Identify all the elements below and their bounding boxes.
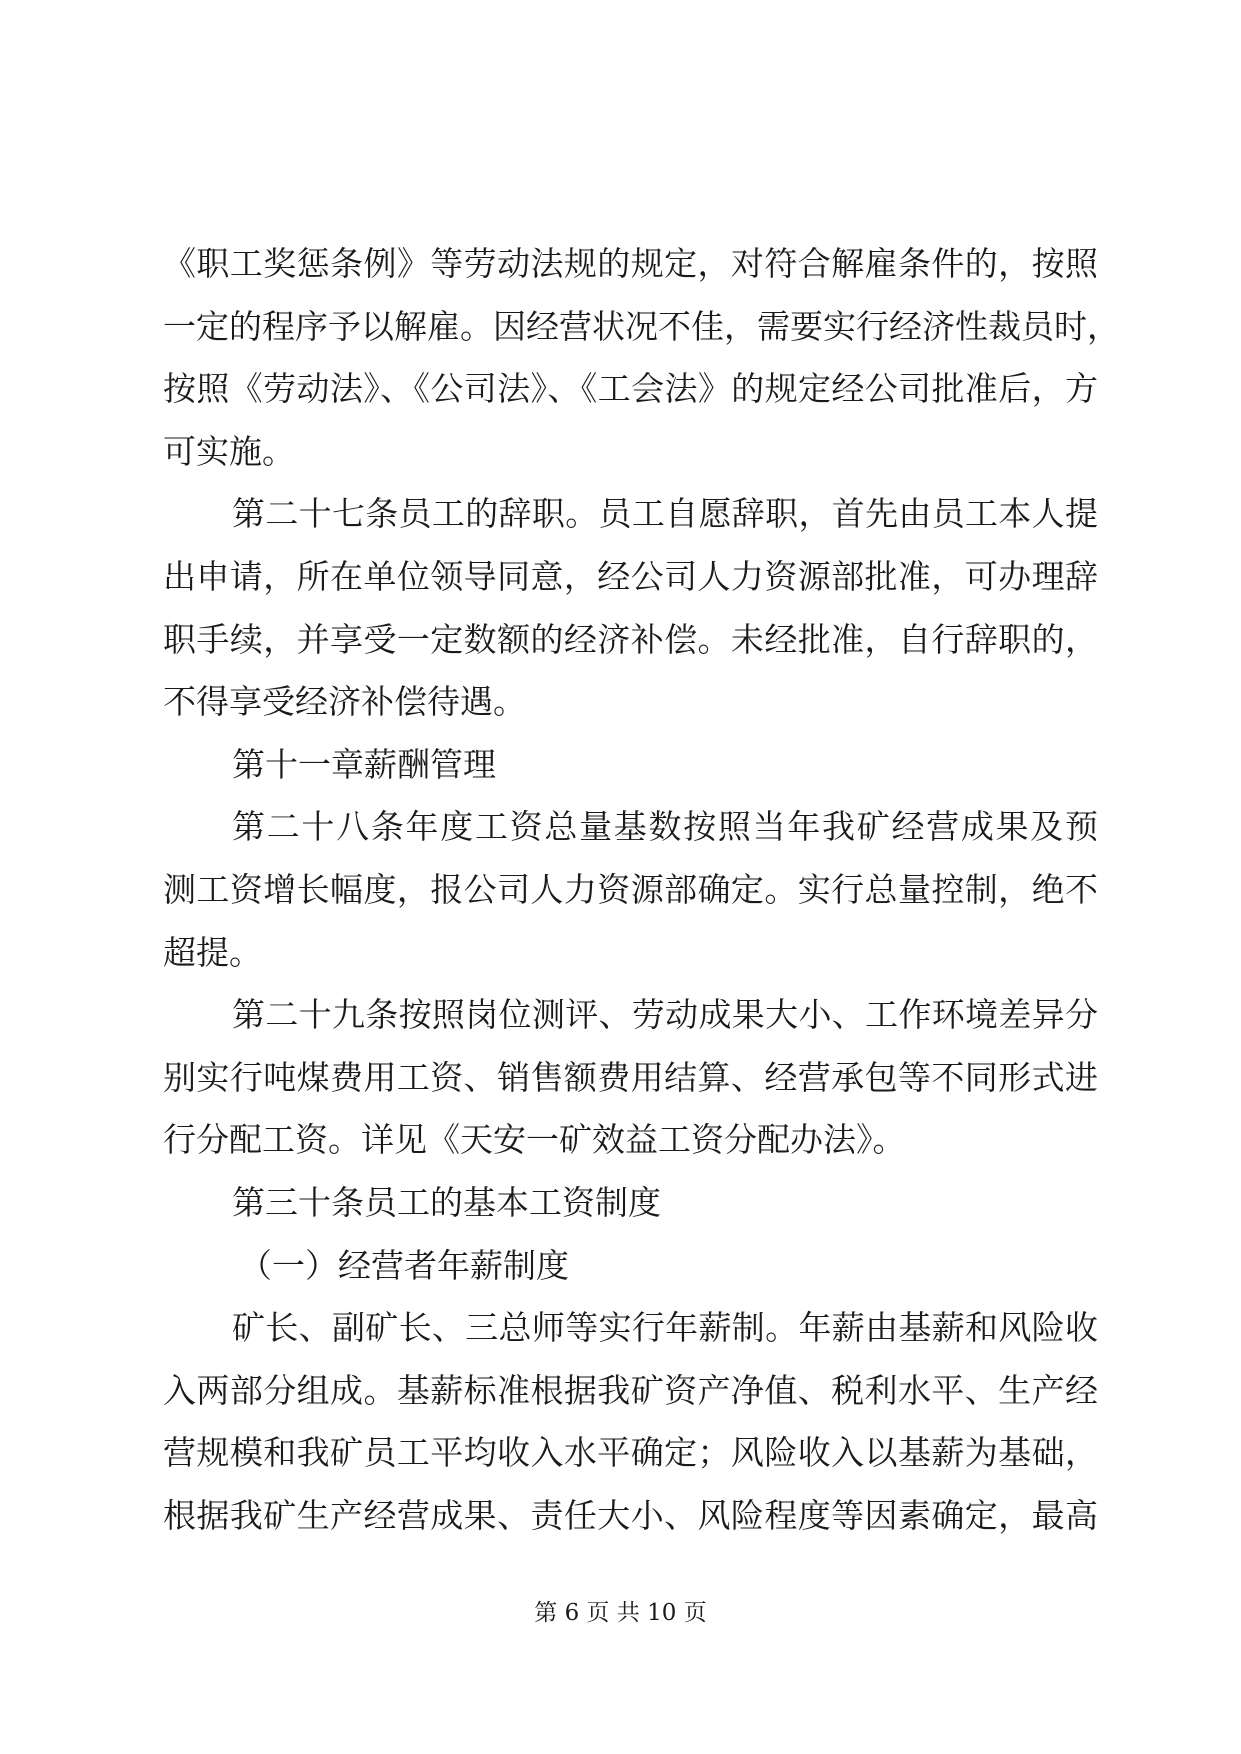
paragraph-line: 不得享受经济补偿待遇。	[163, 682, 526, 722]
paragraph-line: 《职工奖惩条例》等劳动法规的规定，对符合解雇条件的，按照	[163, 244, 1098, 283]
document-body	[163, 233, 1120, 1547]
paragraph-line: 营规模和我矿员工平均收入水平确定；风险收入以基薪为基础，	[163, 1433, 1098, 1473]
paragraph-line: 按照《劳动法》、《公司法》、《工会法》的规定经公司批准后，方	[163, 369, 1098, 409]
article-heading: 第三十条员工的基本工资制度	[232, 1182, 661, 1222]
paragraph-line: 入两部分组成。基薪标准根据我矿资产净值、税利水平、生产经	[163, 1370, 1098, 1410]
paragraph-line: 第二十九条按照岗位测评、劳动成果大小、工作环境差异分	[232, 995, 1098, 1035]
paragraph-line: 行分配工资。详见《天安一矿效益工资分配办法》。	[163, 1120, 906, 1160]
paragraph-line: 矿长、副矿长、三总师等实行年薪制。年薪由基薪和风险收	[232, 1308, 1098, 1348]
paragraph-line: 可实施。	[163, 431, 295, 471]
paragraph-line: 超提。	[163, 932, 262, 972]
paragraph-line: 出申请，所在单位领导同意，经公司人力资源部批准，可办理辞	[163, 556, 1098, 596]
paragraph-line: 根据我矿生产经营成果、责任大小、风险程度等因素确定，最高	[163, 1495, 1098, 1535]
section-heading: （一）经营者年薪制度	[239, 1245, 569, 1285]
page-number: 第 6 页 共 10 页	[534, 1600, 707, 1626]
paragraph-line: 第二十七条员工的辞职。员工自愿辞职，首先由员工本人提	[232, 494, 1098, 534]
paragraph-line: 别实行吨煤费用工资、销售额费用结算、经营承包等不同形式进	[163, 1057, 1098, 1097]
paragraph-line: 第二十八条年度工资总量基数按照当年我矿经营成果及预	[232, 807, 1098, 847]
chapter-heading: 第十一章薪酬管理	[232, 744, 496, 784]
paragraph-line: 一定的程序予以解雇。因经营状况不佳，需要实行经济性裁员时，	[163, 306, 1120, 346]
paragraph-line: 测工资增长幅度，报公司人力资源部确定。实行总量控制，绝不	[163, 869, 1098, 909]
paragraph-line: 职手续，并享受一定数额的经济补偿。未经批准，自行辞职的，	[163, 619, 1098, 659]
